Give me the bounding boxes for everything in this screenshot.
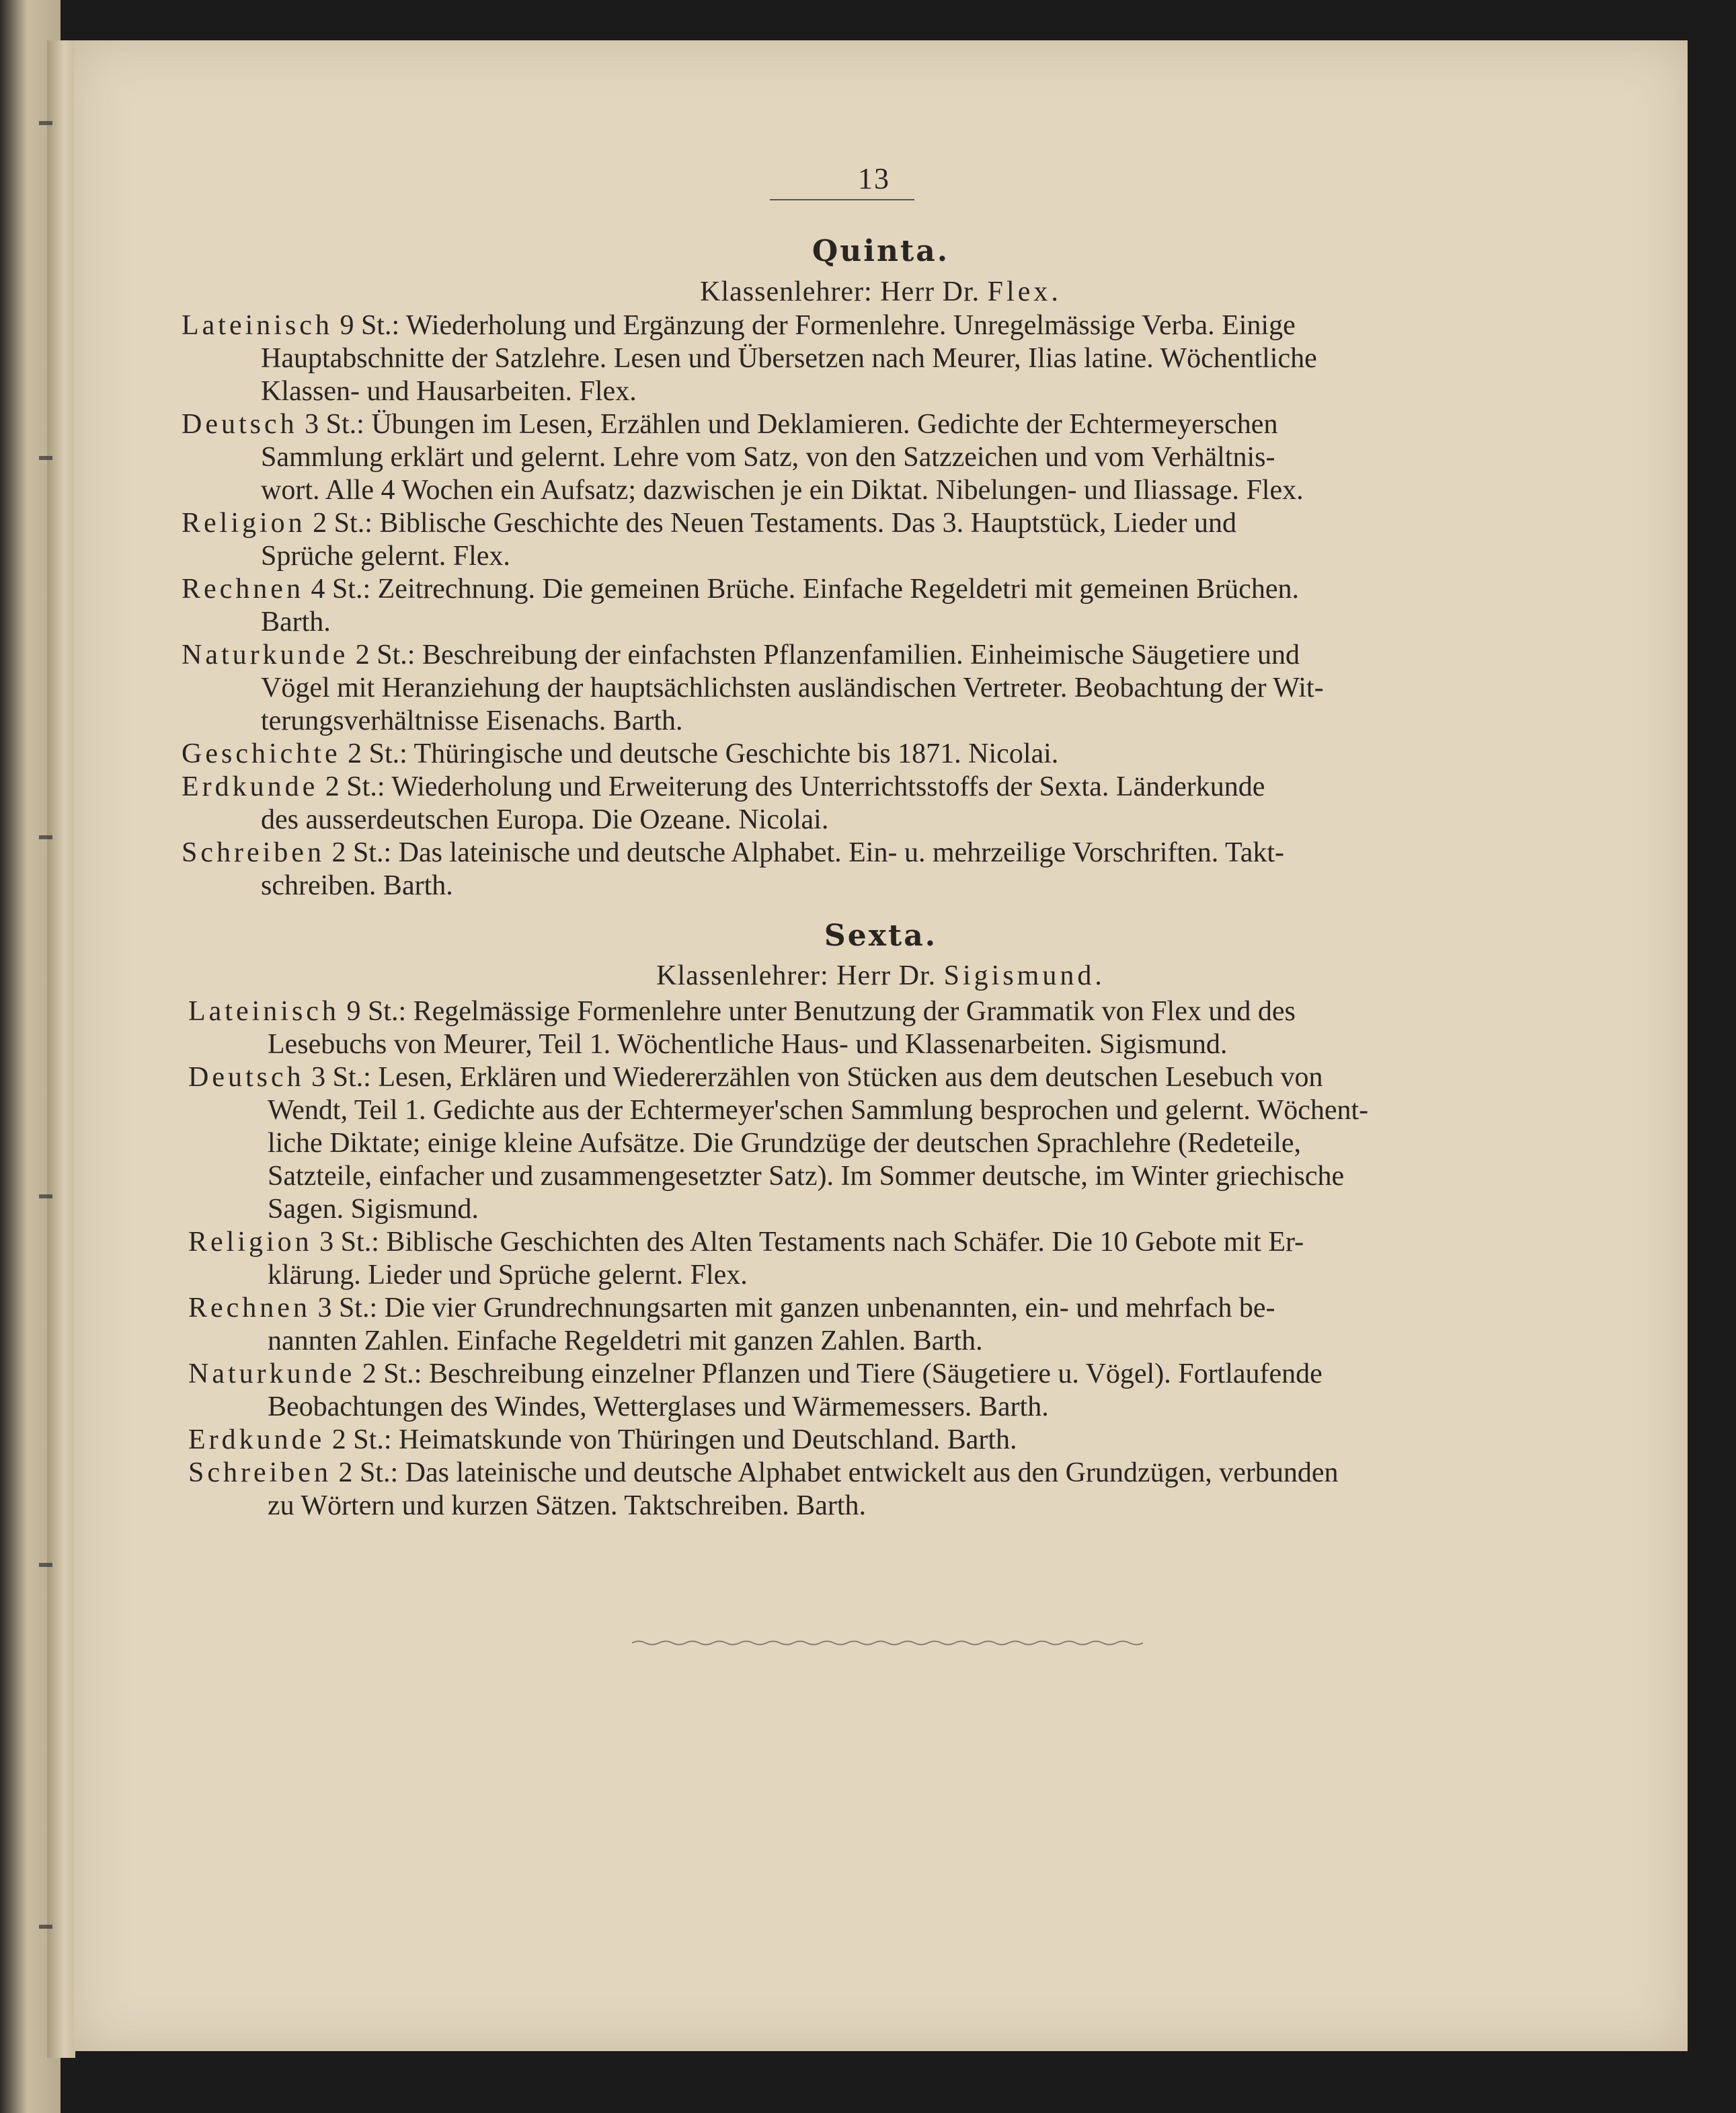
entry-text: Sprüche gelernt. Flex. (261, 541, 510, 572)
entry-line (188, 1226, 1304, 1259)
entry-text: des ausserdeutschen Europa. Die Ozeane. Nicolai. (261, 804, 829, 835)
entry-text: 2 St.: Beschreibung der einfachsten Pflanzenfamilien. Einheimische Säugetiere und (348, 640, 1300, 670)
entry-text: liche Diktate; einige kleine Aufsätze. Die Grundzüge der deutschen Sprachlehre (Redeteile, (268, 1128, 1302, 1159)
entry-line (182, 507, 1236, 540)
entry-line (188, 1259, 1304, 1292)
edge-mark (39, 456, 52, 460)
closing-ornament-rule (632, 1640, 1143, 1646)
entry-line (182, 441, 1304, 474)
entry-line (182, 408, 1304, 441)
class-teacher-sexta: Klassenlehrer: Herr Dr. Sigismund. (656, 960, 1105, 991)
edge-mark (39, 121, 52, 125)
edge-mark (39, 1925, 52, 1929)
subject-name: Rechnen (188, 1293, 311, 1323)
entry-line (188, 1061, 1368, 1094)
entry-text: Hauptabschnitte der Satzlehre. Lesen und Übersetzen nach Meurer, Ilias latine. Wöchentliche (261, 343, 1317, 374)
curriculum-entry (188, 995, 1296, 1061)
entry-line (182, 870, 1284, 902)
entry-line (188, 1094, 1368, 1127)
curriculum-entry (188, 1358, 1323, 1424)
curriculum-entry (182, 639, 1324, 738)
subject-name: Religion (188, 1227, 313, 1258)
entry-line (182, 375, 1317, 408)
entry-line (182, 804, 1265, 837)
subject-name: Geschichte (182, 738, 341, 769)
entry-text: 2 St.: Biblische Geschichte des Neuen Testaments. Das 3. Hauptstück, Lieder und (305, 508, 1236, 539)
subject-name: Religion (182, 508, 306, 539)
entry-text: Vögel mit Heranziehung der hauptsächlichsten ausländischen Vertreter. Beobachtung der Wit- (261, 673, 1324, 703)
section-title-quinta: Quinta. (812, 234, 950, 268)
entry-text: 9 St.: Regelmässige Formenlehre unter Benutzung der Grammatik von Flex und des (339, 996, 1296, 1027)
class-teacher-quinta: Klassenlehrer: Herr Dr. Flex. (700, 276, 1062, 307)
entry-line (182, 837, 1284, 870)
entry-text: 2 St.: Thüringische und deutsche Geschichte bis 1871. Nicolai. (340, 738, 1059, 769)
entry-text: 3 St.: Lesen, Erklären und Wiedererzählen von Stücken aus dem deutschen Lesebuch von (304, 1062, 1323, 1093)
subject-name: Schreiben (188, 1457, 331, 1488)
entry-line (188, 1457, 1339, 1490)
curriculum-entry (182, 573, 1299, 639)
subject-name: Naturkunde (182, 640, 349, 670)
entry-line (182, 342, 1317, 375)
entry-text: 3 St.: Die vier Grundrechnungsarten mit ganzen unbenannten, ein- und mehrfach be- (310, 1293, 1275, 1323)
curriculum-entry (182, 507, 1236, 573)
subject-name: Erdkunde (188, 1424, 325, 1455)
entry-line (182, 573, 1299, 606)
curriculum-entry (182, 738, 1058, 771)
curriculum-entry (182, 837, 1284, 902)
entry-text: schreiben. Barth. (261, 870, 453, 901)
entry-line (188, 1160, 1368, 1193)
entry-text: terungsverhältnisse Eisenachs. Barth. (261, 705, 683, 736)
entry-line (188, 1028, 1296, 1061)
entry-text: 2 St.: Beschreibung einzelner Pflanzen und Tiere (Säugetiere u. Vögel). Fortlaufende (355, 1358, 1323, 1389)
entry-line (182, 474, 1304, 507)
entry-line (188, 1424, 1017, 1457)
curriculum-entry (188, 1457, 1339, 1523)
entry-line (188, 1391, 1323, 1424)
subject-name: Lateinisch (188, 996, 340, 1027)
curriculum-entry (182, 771, 1265, 837)
entry-text: 4 St.: Zeitrechnung. Die gemeinen Brüche. Einfache Regeldetri mit gemeinen Brüchen. (303, 574, 1299, 605)
subject-name: Rechnen (182, 574, 304, 605)
curriculum-entry (188, 1424, 1017, 1457)
entry-text: 3 St.: Biblische Geschichten des Alten Testaments nach Schäfer. Die 10 Gebote mit Er- (312, 1227, 1304, 1258)
edge-mark (39, 835, 52, 839)
entry-text: nannten Zahlen. Einfache Regeldetri mit ganzen Zahlen. Barth. (268, 1326, 983, 1356)
entry-line (182, 738, 1058, 771)
entry-text: Klassen- und Hausarbeiten. Flex. (261, 376, 637, 407)
entry-text: Sammlung erklärt und gelernt. Lehre vom Satz, von den Satzzeichen und vom Verhältnis- (261, 442, 1275, 473)
entry-text: Sagen. Sigismund. (268, 1194, 479, 1225)
entry-line (188, 1127, 1368, 1160)
entry-text: 9 St.: Wiederholung und Ergänzung der Formenlehre. Unregelmässige Verba. Einige (332, 310, 1296, 341)
page-number: 13 (858, 162, 890, 195)
entry-line (182, 771, 1265, 804)
entry-text: 2 St.: Das lateinische und deutsche Alphabet entwickelt aus den Grundzügen, verbunden (331, 1457, 1339, 1488)
entry-text: 2 St.: Heimatskunde von Thüringen und Deutschland. Barth. (325, 1424, 1017, 1455)
entry-text: 2 St.: Wiederholung und Erweiterung des Unterrichtsstoffs der Sexta. Länderkunde (318, 771, 1265, 802)
entry-line (182, 606, 1299, 639)
curriculum-entry (188, 1226, 1304, 1292)
entry-text: klärung. Lieder und Sprüche gelernt. Flex. (268, 1260, 748, 1291)
entry-line (188, 995, 1296, 1028)
curriculum-entry (188, 1061, 1368, 1226)
entry-text: Beobachtungen des Windes, Wetterglases und Wärmemessers. Barth. (268, 1391, 1049, 1422)
entry-line (182, 540, 1236, 573)
entry-text: Satzteile, einfacher und zusammengesetzter Satz). Im Sommer deutsche, im Winter griechische (268, 1161, 1345, 1192)
subject-name: Deutsch (188, 1062, 305, 1093)
entry-text: wort. Alle 4 Wochen ein Aufsatz; dazwischen je ein Diktat. Nibelungen- und Iliassage. Flex. (261, 475, 1304, 506)
page-edge-stack (47, 40, 75, 2058)
section-title-sexta: Sexta. (824, 919, 938, 953)
entry-line (188, 1325, 1275, 1358)
subject-name: Lateinisch (182, 310, 333, 341)
entry-text: 2 St.: Das lateinische und deutsche Alphabet. Ein- u. mehrzeilige Vorschriften. Takt- (324, 837, 1285, 868)
subject-name: Erdkunde (182, 771, 319, 802)
entry-text: Barth. (261, 607, 331, 638)
entry-line (182, 309, 1317, 342)
edge-mark (39, 1563, 52, 1567)
subject-name: Naturkunde (188, 1358, 356, 1389)
entry-text: Wendt, Teil 1. Gedichte aus der Echtermeyer'schen Sammlung besprochen und gelernt. Wöchent- (268, 1095, 1369, 1126)
entry-text: 3 St.: Übungen im Lesen, Erzählen und Deklamieren. Gedichte der Echtermeyerschen (297, 409, 1278, 440)
curriculum-entry (188, 1292, 1275, 1358)
entry-text: zu Wörtern und kurzen Sätzen. Taktschreiben. Barth. (268, 1490, 867, 1521)
entry-text: Lesebuchs von Meurer, Teil 1. Wöchentliche Haus- und Klassenarbeiten. Sigismund. (268, 1029, 1228, 1060)
entry-line (188, 1490, 1339, 1523)
curriculum-entry (182, 309, 1317, 408)
subject-name: Schreiben (182, 837, 325, 868)
document-page (74, 40, 1688, 2051)
entry-line (182, 639, 1324, 672)
page-number-rule (770, 199, 914, 200)
entry-line (188, 1193, 1368, 1226)
entry-line (182, 672, 1324, 705)
curriculum-entry (182, 408, 1304, 507)
entry-line (182, 705, 1324, 738)
entry-line (188, 1292, 1275, 1325)
subject-name: Deutsch (182, 409, 298, 440)
entry-line (188, 1358, 1323, 1391)
edge-mark (39, 1194, 52, 1198)
